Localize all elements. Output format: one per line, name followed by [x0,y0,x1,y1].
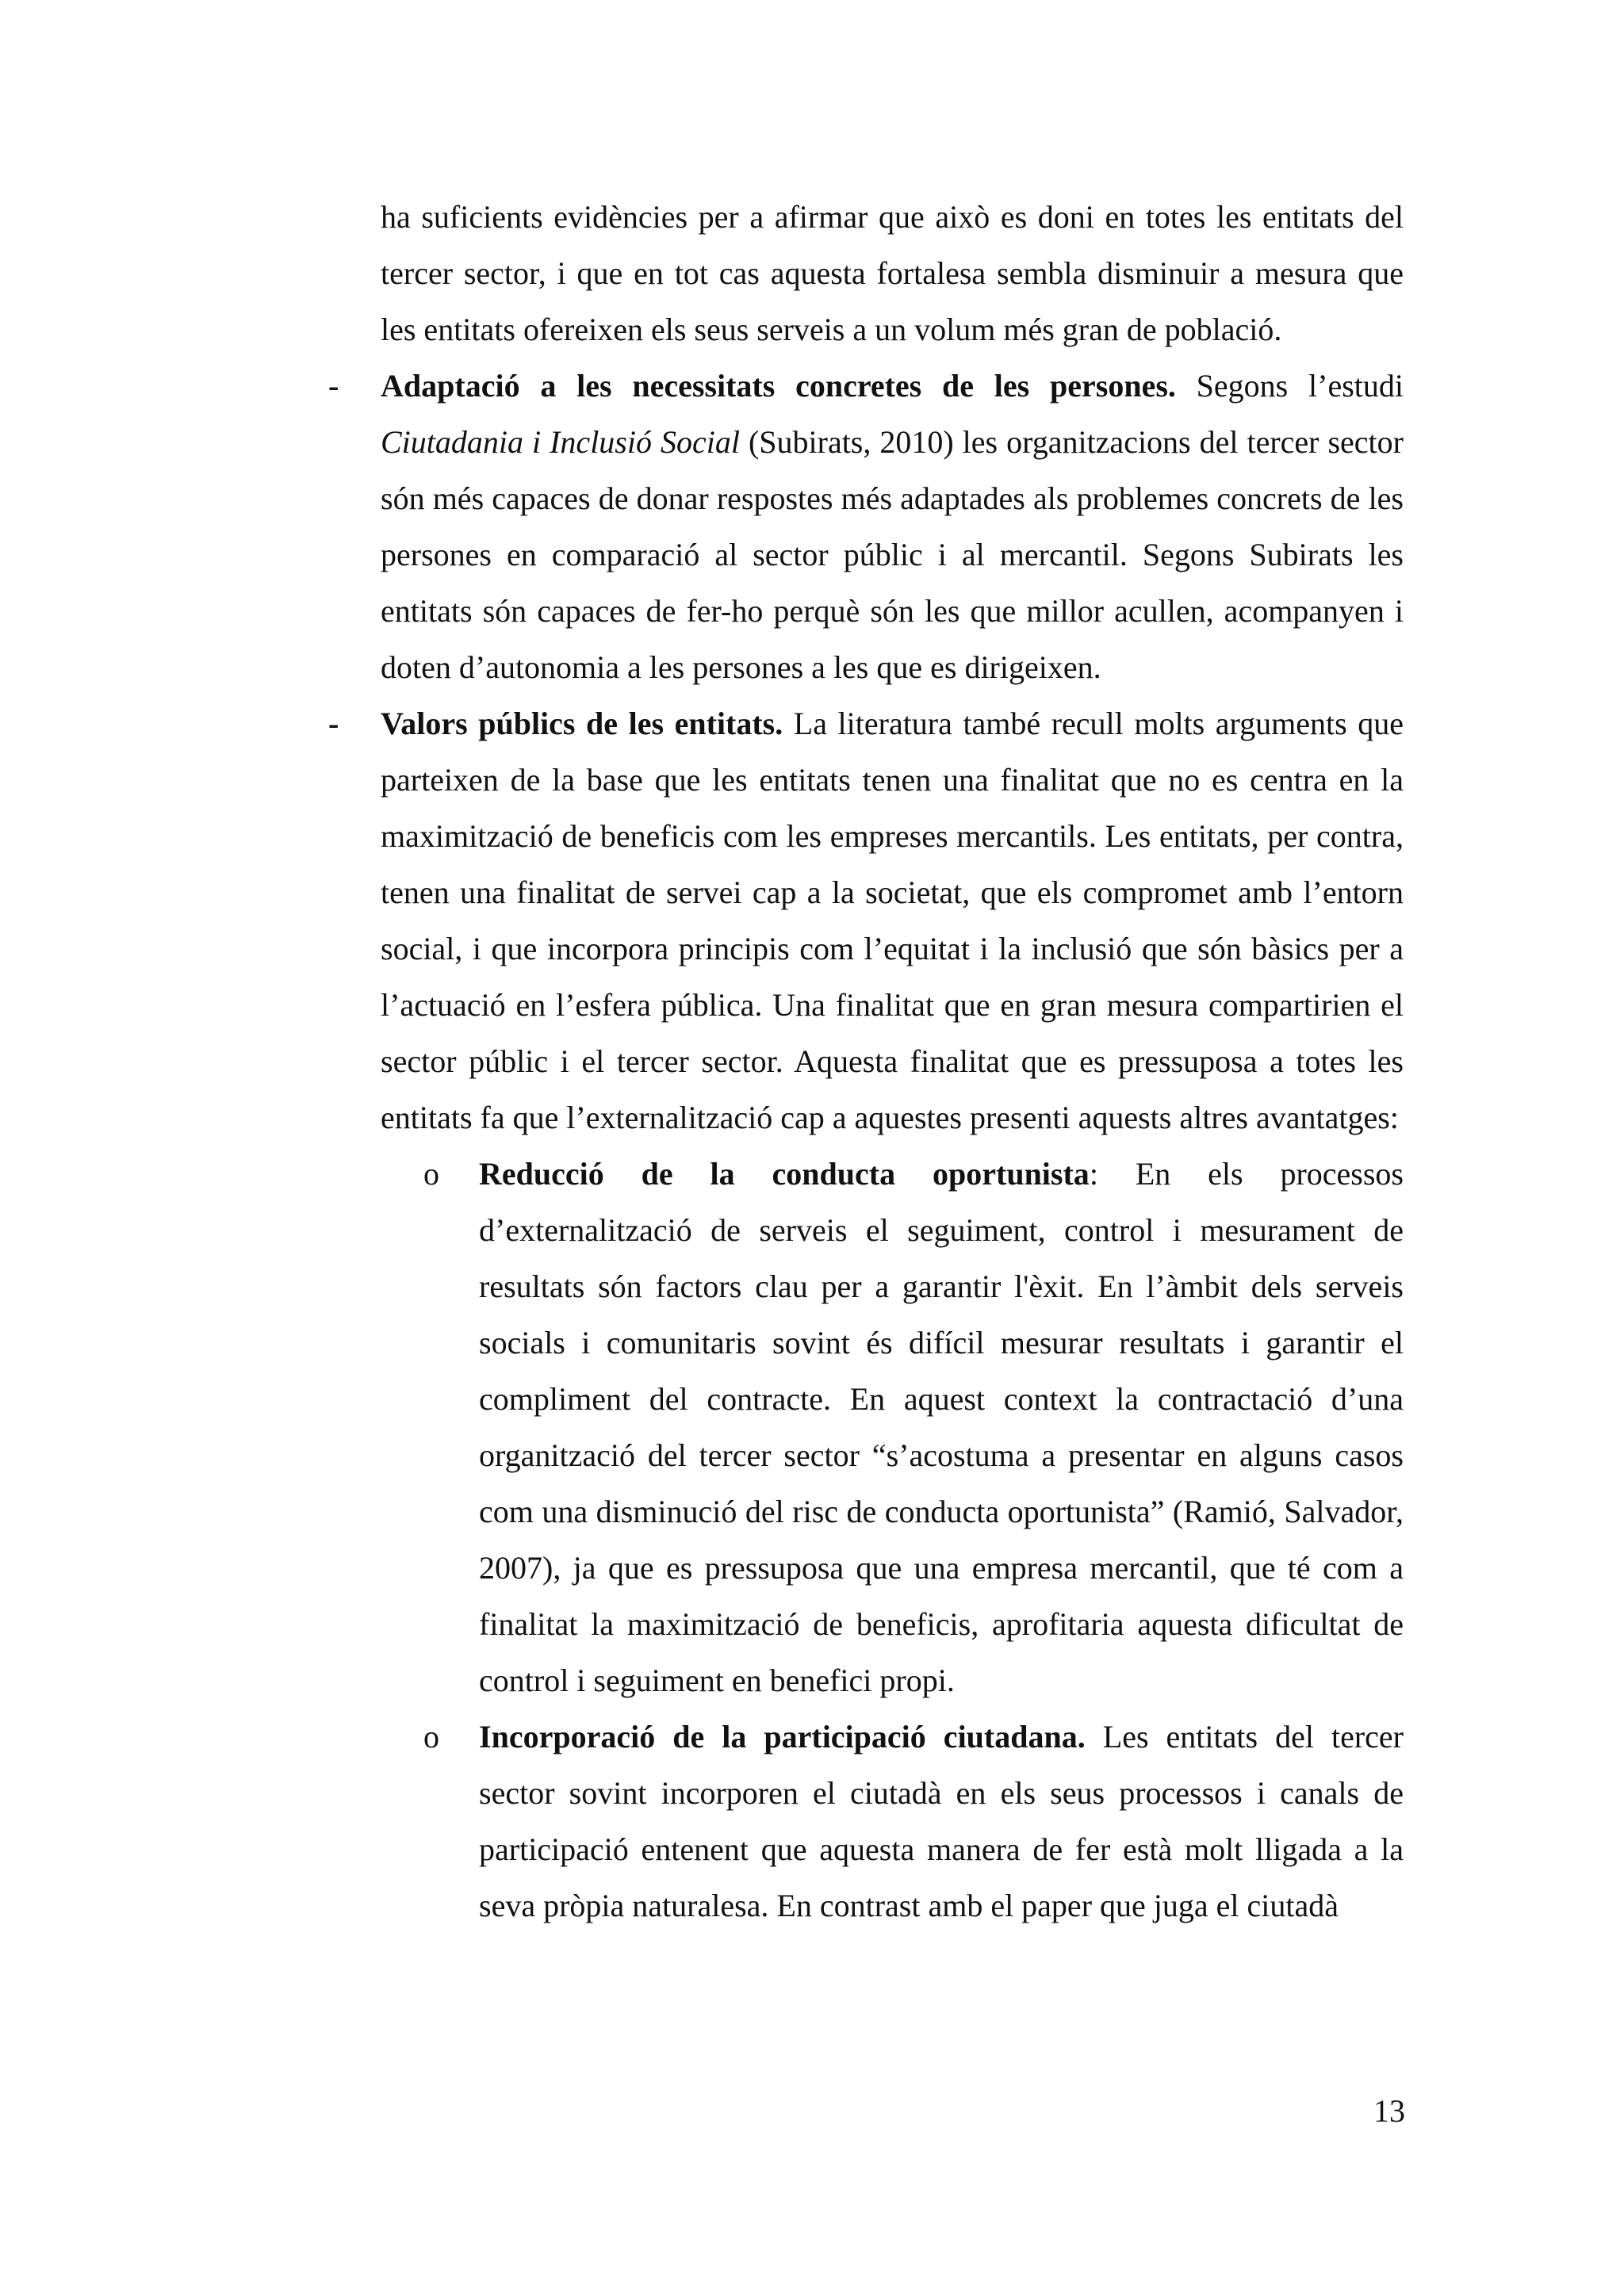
sub-bullet-paragraph [479,1146,1404,1709]
bullet-title: Valors públics de les entitats. [381,706,783,741]
dash-bullet-marker: - [328,706,339,741]
circle-bullet-marker: o [423,1719,439,1755]
body-text [328,189,1404,1934]
bullet-text: La literatura també recull molts arguments que parteixen de la base que les entitats tenen una finalitat que no es centra en la maximització de beneficis com les empreses mercantils. Les entitats, per contra, tenen una finalitat de servei cap a la societat, que els compromet amb l’entorn social, i que incorpora principis com l’equitat i la inclusió que són bàsics per a l’actuació en l’esfera pública. Una finalitat que en gran mesura compartirien el sector públic i el tercer sector. Aquesta finalitat que es pressuposa a totes les entitats fa que l’externalització cap a aquestes presenti aquests altres avantatges: [381,706,1404,1135]
bullet-item-adaptacio [328,358,1404,695]
sub-bullet-text: Les entitats del tercer sector sovint incorporen el ciutadà en els seus processos i canals de participació entenent que aquesta manera de fer està molt lligada a la seva pròpia naturalesa. En contrast amb el paper que juga el ciutadà [479,1719,1404,1923]
bullet-title: Adaptació a les necessitats concretes de les persones. [381,368,1176,404]
sub-bullet-item-reduccio [423,1146,1404,1709]
circle-bullet-marker: o [423,1156,439,1192]
bullet-paragraph [381,358,1404,695]
study-title: Ciutadania i Inclusió Social [381,424,740,460]
continuation-paragraph: ha suficients evidències per a afirmar que això es doni en totes les entitats del tercer sector, i que en tot cas aquesta fortalesa sembla disminuir a mesura que les entitats ofereixen els seus serveis a un volum més gran de població. [381,199,1404,347]
sub-bullet-paragraph [479,1709,1404,1934]
sub-bullet-title: Reducció de la conducta oportunista [479,1156,1090,1192]
page-number: 13 [1373,2093,1405,2129]
sub-bullet-item-participacio [423,1709,1404,1934]
dash-bullet-marker: - [328,368,339,404]
bullet-text: Segons l’estudi [1175,368,1404,404]
sub-bullet-text: : En els processos d’externalització de serveis el seguiment, control i mesurament de resultats són factors clau per a garantir l'èxit. En l’àmbit dels serveis socials i comunitaris sovint és difícil mesurar resultats i garantir el compliment del contracte. En aquest context la contractació d’una organització del tercer sector “s’acostuma a presentar en alguns casos com una disminució del risc de conducta oportunista” (Ramió, Salvador, 2007), ja que es pressuposa que una empresa mercantil, que té com a finalitat la maximització de beneficis, aprofitaria aquesta dificultat de control i seguiment en benefici propi. [479,1156,1404,1698]
bullet-item-valors [328,695,1404,1146]
bullet-text: (Subirats, 2010) les organitzacions del tercer sector són més capaces de donar respostes més adaptades als problemes concrets de les persones en comparació al sector públic i al mercantil. Segons Subirats les entitats són capaces de fer-ho perquè són les que millor acullen, acompanyen i doten d’autonomia a les persones a les que es dirigeixen. [381,424,1404,685]
bullet-paragraph [381,695,1404,1146]
sub-bullet-title: Incorporació de la participació ciutadana. [479,1719,1086,1755]
